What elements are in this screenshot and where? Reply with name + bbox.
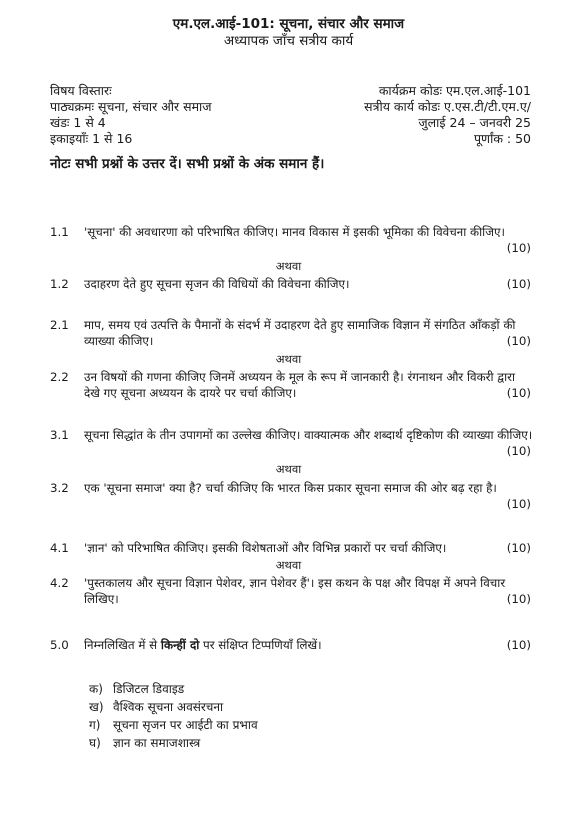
blocks-range: खंडः 1 से 4 bbox=[50, 115, 106, 130]
course-details bbox=[50, 83, 212, 147]
question-number: 2.2 bbox=[50, 370, 69, 384]
question-4-2 bbox=[0, 575, 577, 607]
question-text: 'ज्ञान' को परिभाषित कीजिए। इसकी विशेषताओं और विभिन्न प्रकारों पर चर्चा कीजिए। bbox=[84, 541, 447, 555]
question-marks: (10) bbox=[506, 277, 531, 291]
question-marks: (10) bbox=[506, 541, 531, 555]
question-marks: (10) bbox=[506, 386, 531, 400]
list-item bbox=[89, 736, 200, 751]
question-number: 4.2 bbox=[50, 576, 69, 590]
list-item-label: ख) bbox=[89, 700, 104, 714]
question-marks: (10) bbox=[506, 497, 531, 511]
units-range: इकाइयाँः 1 से 16 bbox=[50, 131, 133, 146]
question-marks: (10) bbox=[506, 334, 531, 348]
assignment-code: सत्रीय कार्य कोडः ए.एस.टी/टी.एम.ए/ bbox=[364, 99, 531, 114]
question-text: एक 'सूचना समाज' क्या है? चर्चा कीजिए कि भारत किस प्रकार सूचना समाज की ओर बढ़ रहा है। bbox=[84, 481, 497, 495]
document-subtitle: अध्यापक जाँच सत्रीय कार्य bbox=[223, 33, 354, 49]
question-2-2 bbox=[0, 369, 577, 401]
list-item-label: घ) bbox=[89, 736, 101, 750]
list-item bbox=[89, 700, 223, 715]
question-1-2 bbox=[0, 276, 577, 292]
question-1-1 bbox=[0, 224, 577, 256]
list-item-text: डिजिटल डिवाइड bbox=[113, 682, 185, 696]
question-5-0 bbox=[0, 637, 577, 653]
question-3-1 bbox=[0, 427, 577, 459]
list-item-label: क) bbox=[89, 682, 103, 696]
question-3-2 bbox=[0, 480, 577, 512]
programme-details bbox=[364, 83, 531, 147]
or-divider: अथवा bbox=[275, 462, 302, 476]
question-number: 5.0 bbox=[50, 638, 69, 652]
maximum-marks: पूर्णांक : 50 bbox=[473, 131, 531, 146]
question-number: 4.1 bbox=[50, 541, 69, 555]
question-text: सूचना सिद्धांत के तीन उपागमों का उल्लेख कीजिए। वाक्यात्मक और शब्दार्थ दृष्टिकोण की व्याख्या कीजिए। bbox=[84, 428, 533, 442]
subject-scope: विषय विस्तारः bbox=[50, 83, 112, 98]
question-2-1 bbox=[0, 317, 577, 349]
session-dates: जुलाई 24 – जनवरी 25 bbox=[418, 115, 531, 130]
question-marks: (10) bbox=[506, 444, 531, 458]
question-number: 3.2 bbox=[50, 481, 69, 495]
question-marks: (10) bbox=[506, 638, 531, 652]
list-item bbox=[89, 682, 184, 697]
list-item-text: ज्ञान का समाजशास्त्र bbox=[113, 736, 201, 750]
question-number: 2.1 bbox=[50, 318, 69, 332]
question-number: 1.1 bbox=[50, 225, 69, 239]
question-marks: (10) bbox=[506, 241, 531, 255]
question-text: 'सूचना' की अवधारणा को परिभाषित कीजिए। मानव विकास में इसकी भूमिका की विवेचना कीजिए। bbox=[84, 225, 505, 239]
or-divider: अथवा bbox=[275, 558, 302, 572]
or-divider: अथवा bbox=[275, 352, 302, 366]
question-number: 1.2 bbox=[50, 277, 69, 291]
question-text: निम्नलिखित में से किन्हीं दो पर संक्षिप्त टिप्पणियाँ लिखें। bbox=[84, 638, 322, 652]
list-item bbox=[89, 718, 258, 733]
emphasis-any-two: किन्हीं दो bbox=[160, 638, 200, 652]
question-text: 'पुस्तकालय और सूचना विज्ञान पेशेवर, ज्ञान पेशेवर हैं'। इस कथन के पक्ष और विपक्ष में अपने विचार लिखिए। bbox=[84, 576, 506, 606]
question-text: माप, समय एवं उत्पत्ति के पैमानों के संदर्भ में उदाहरण देते हुए सामाजिक विज्ञान में संगठित आँकड़ों की व्याख्या कीजिए। bbox=[84, 318, 516, 348]
programme-code: कार्यक्रम कोडः एम.एल.आई-101 bbox=[378, 83, 531, 98]
or-divider: अथवा bbox=[275, 259, 302, 273]
list-item-text: सूचना सृजन पर आईटी का प्रभाव bbox=[113, 718, 258, 732]
course-name: पाठ्यक्रमः सूचना, संचार और समाज bbox=[50, 99, 212, 114]
question-4-1 bbox=[0, 540, 577, 556]
list-item-label: ग) bbox=[89, 718, 101, 732]
question-marks: (10) bbox=[506, 592, 531, 606]
list-item-text: वैश्विक सूचना अवसंरचना bbox=[113, 700, 224, 714]
instructions-note: नोटः सभी प्रश्नों के उत्तर दें। सभी प्रश्नों के अंक समान हैं। bbox=[50, 156, 325, 172]
question-number: 3.1 bbox=[50, 428, 69, 442]
question-text: उदाहरण देते हुए सूचना सृजन की विधियों की विवेचना कीजिए। bbox=[84, 277, 350, 291]
document-title: एम.एल.आई-101: सूचना, संचार और समाज bbox=[172, 16, 405, 32]
question-text: उन विषयों की गणना कीजिए जिनमें अध्ययन के मूल के रूप में जानकारी है। रंगनाथन और विकरी द्वारा देखे गए सूचना अध्ययन के दायरे पर चर्चा कीजिए। bbox=[84, 370, 516, 400]
